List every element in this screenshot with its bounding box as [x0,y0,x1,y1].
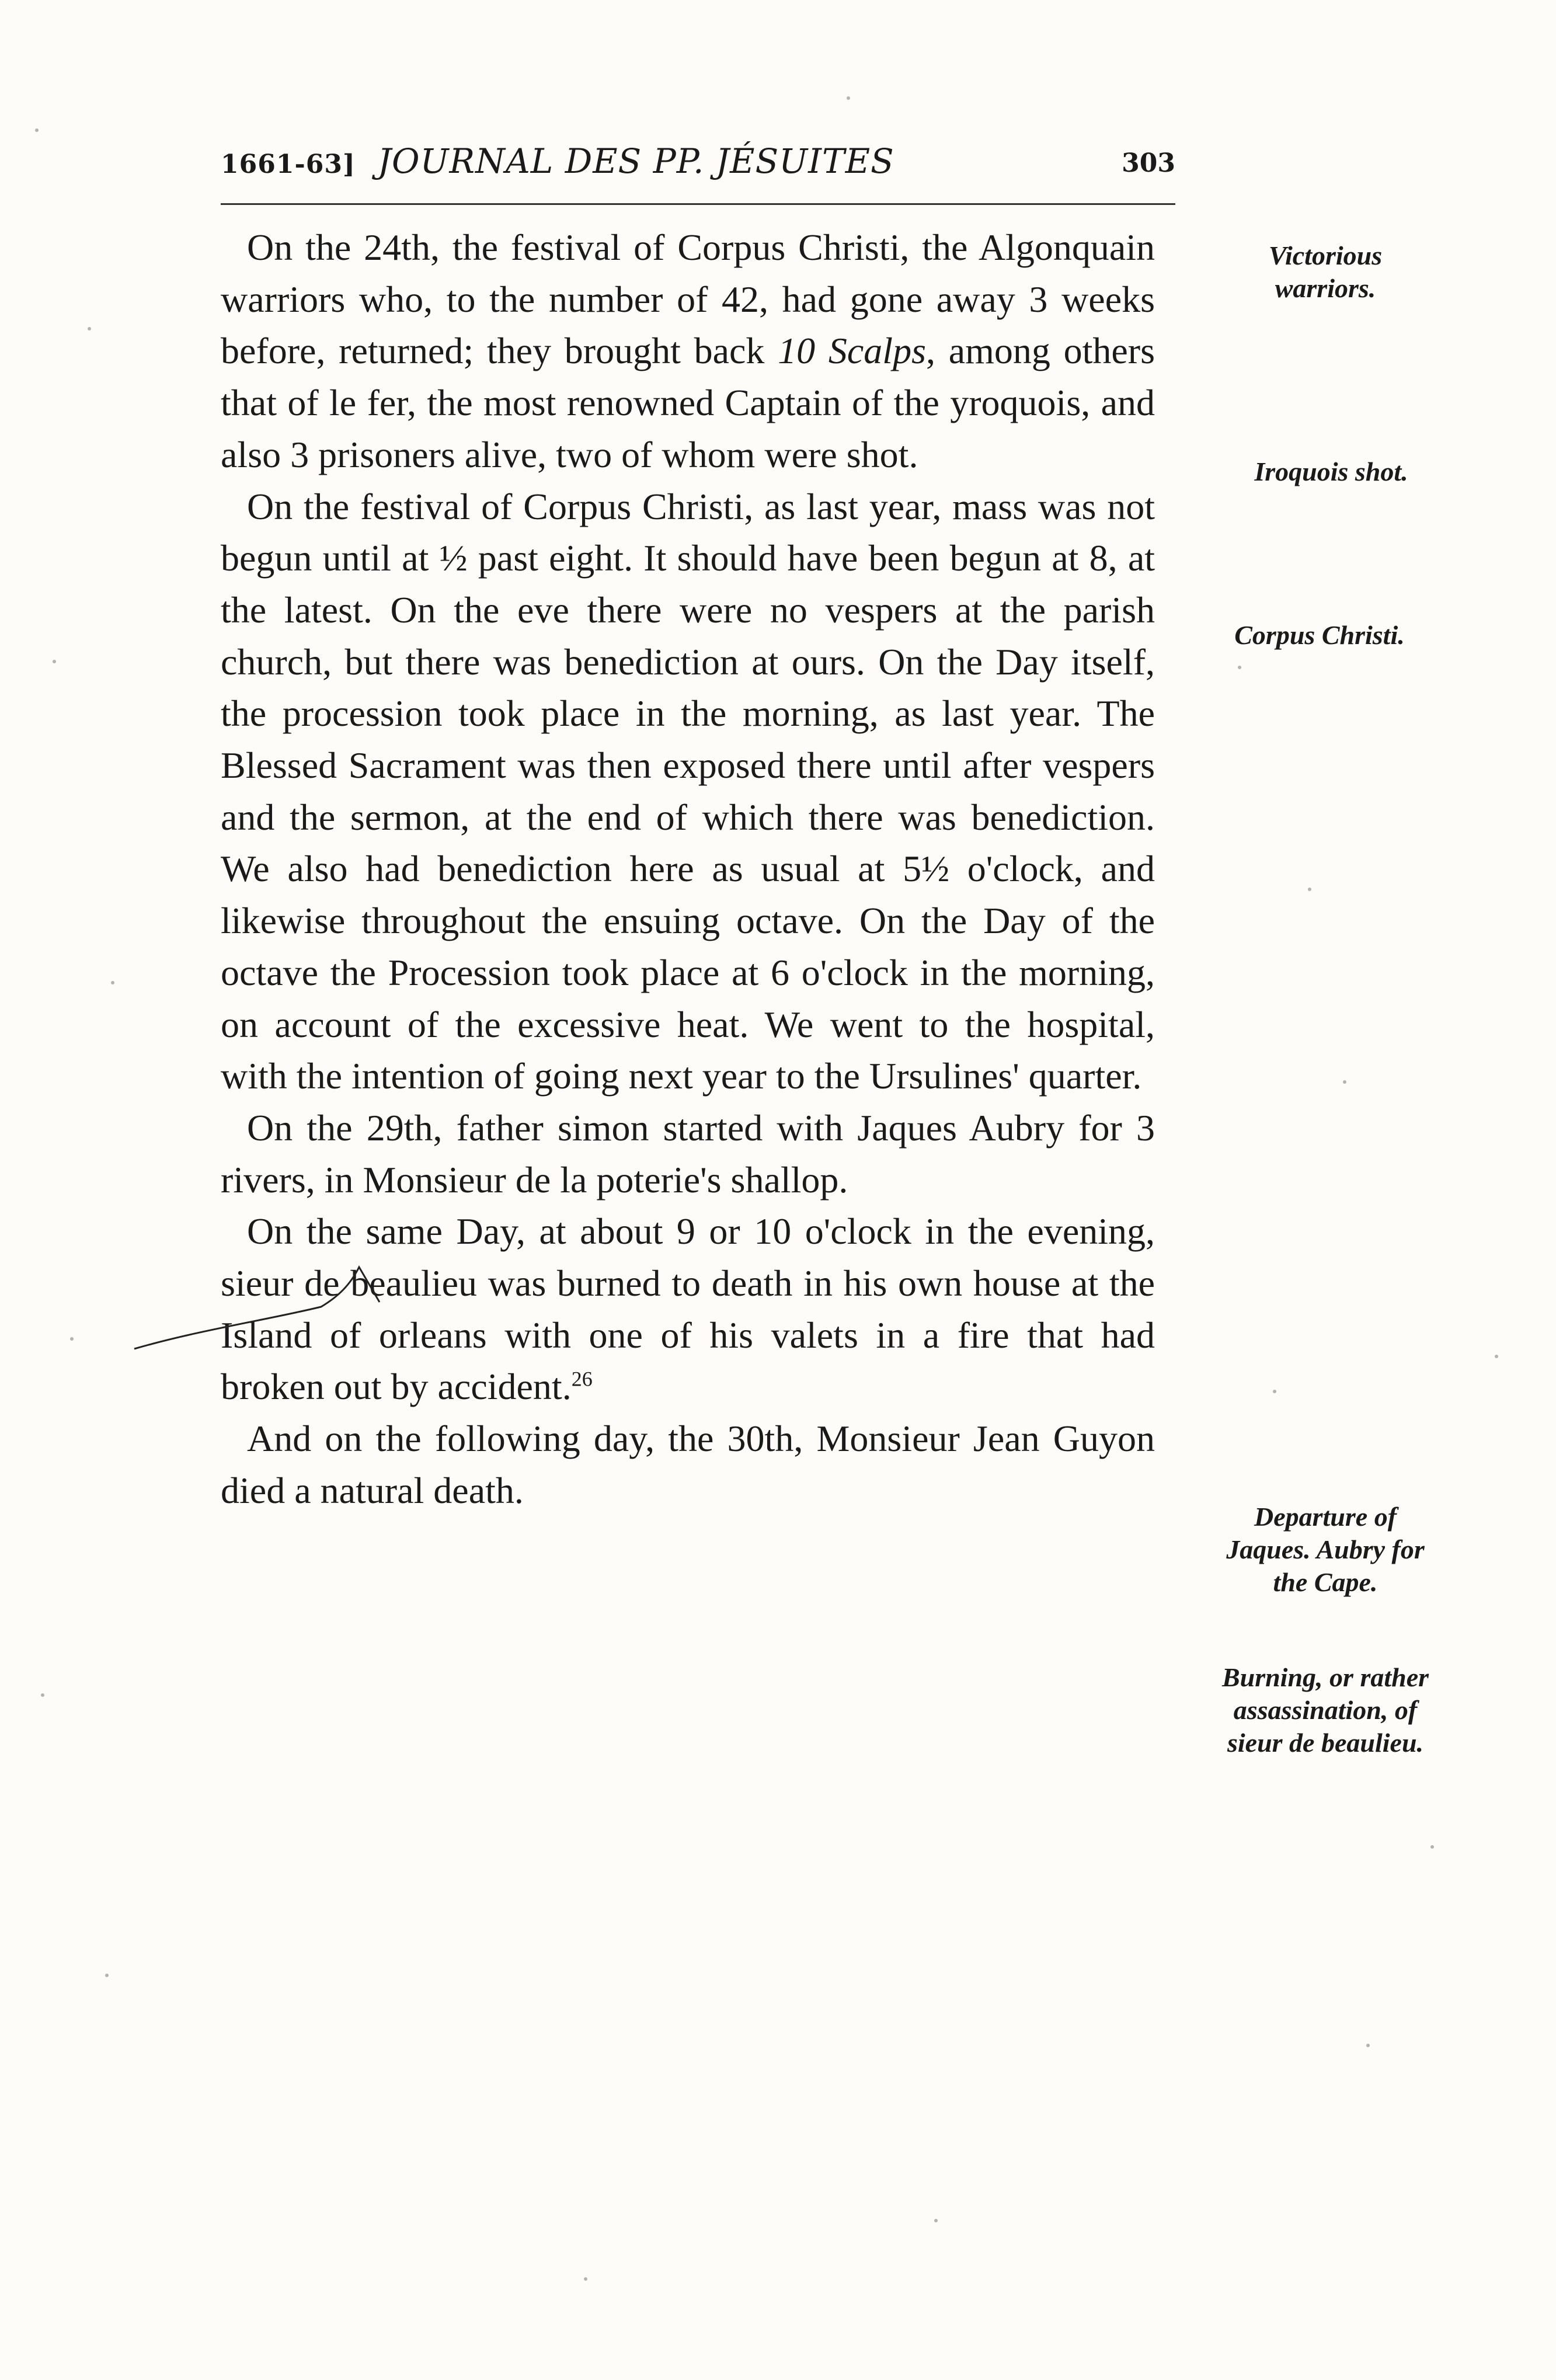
paragraph-2: On the festival of Corpus Christi, as last year, mass was not begun until at ½ past eight. It should have been begun at 8, at the latest. On the eve there were no vespers at the parish church, but there was benediction at ours. On the Day itself, the procession took place in the morning, as last year. The Blessed Sacrament was then exposed there until after vespers and the sermon, at the end of which there was benediction. We also had benediction here as usual at 5½ o'clock, and likewise throughout the ensuing octave. On the Day of the octave the Procession took place at 6 o'clock in the morning, on account of the excessive heat. We went to the hospital, with the intention of going next year to the Ursulines' quarter. [221,485,1155,1097]
margin-note-departure: Departure of Jaques. Aubry for the Cape. [1226,1502,1425,1597]
margin-note-corpus-christi: Corpus Christi. [1234,620,1405,650]
paragraph-1-start: On the 24th, the festival of Corpus Christi, the Algonquain warriors who, to the number of 42, had gone away 3 weeks before, returned; they brought back [221,227,1155,372]
paragraph-3: On the 29th, father simon started with Jaques Aubry for 3 rivers, in Monsieur de la poterie's shallop. [221,1107,1155,1201]
header-year-range: 1661-63] [221,149,356,179]
paragraph-1-end: , among others that of le fer, the most renowned Captain of the yroquois, and also 3 prisoners alive, two of whom were shot. [221,330,1155,475]
running-header [221,141,1175,188]
paragraph-4-text: On the same Day, at about 9 or 10 o'clock in the evening, sieur de beaulieu was burned to death in his own house at the Island of orleans with one of his valets in a fire that had broken out by accident. [221,1210,1155,1408]
paragraph-1-italic: 10 Scalps [778,330,926,372]
paragraph-1 [221,222,1155,481]
pen-mark [128,1261,397,1355]
footnote-ref: 26 [571,1368,593,1391]
margin-note-victorious-warriors: Victorious warriors. [1268,241,1383,303]
page-number: 303 [1122,148,1175,178]
margin-note-iroquois-shot: Iroquois shot. [1254,457,1408,486]
header-rule [221,203,1175,205]
paragraph-5: And on the following day, the 30th, Monsieur Jean Guyon died a natural death. [221,1418,1155,1511]
header-title: JOURNAL DES PP. JÉSUITES [377,141,894,181]
margin-note-burning: Burning, or rather assassination, of sieur de beaulieu. [1221,1662,1429,1758]
